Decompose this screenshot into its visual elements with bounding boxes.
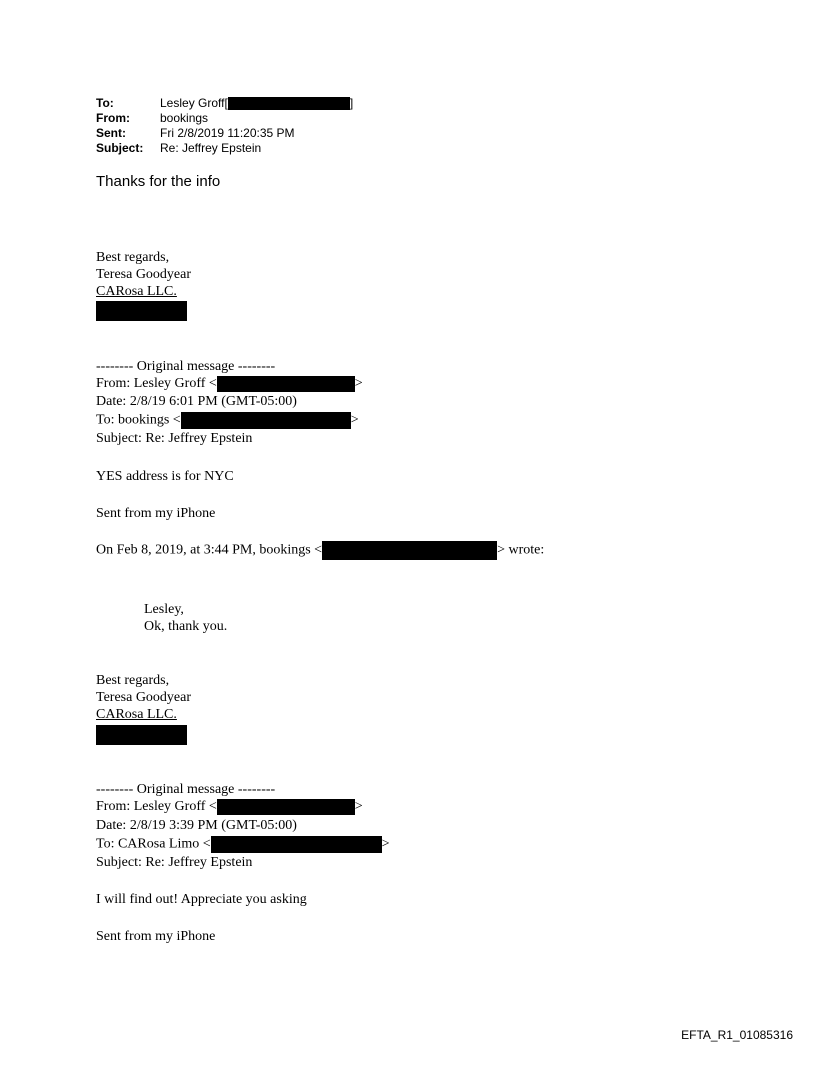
orig2-to-close: > [381, 836, 390, 852]
orig1-from-close: > [354, 376, 363, 392]
orig1-to-text: To: bookings < [96, 412, 181, 428]
signature2-line3: CARosa LLC. [96, 707, 177, 722]
orig2-subject: Subject: Re: Jeffrey Epstein [96, 855, 253, 870]
orig1-on-line-pre: On Feb 8, 2019, at 3:44 PM, bookings < [96, 542, 323, 558]
orig1-on-line [96, 541, 544, 560]
signature2-line2: Teresa Goodyear [96, 690, 192, 705]
redaction-bar [181, 412, 351, 429]
orig1-sent-from: Sent from my iPhone [96, 506, 216, 521]
quoted-line2: Ok, thank you. [144, 619, 228, 634]
header-sent-row [96, 126, 295, 140]
header-to-label: To: [96, 96, 114, 110]
document-id: EFTA_R1_01085316 [681, 1028, 793, 1042]
header-subject-row [96, 141, 261, 155]
orig1-on-line-post: > wrote: [497, 542, 545, 558]
redaction-bar [217, 799, 355, 815]
header-from-row [96, 111, 208, 125]
header-sent-value: Fri 2/8/2019 11:20:35 PM [160, 126, 295, 140]
orig1-date: Date: 2/8/19 6:01 PM (GMT-05:00) [96, 394, 297, 409]
header-to-row [96, 96, 353, 110]
redaction-bar [228, 97, 350, 110]
orig2-to-text: To: CARosa Limo < [96, 836, 211, 852]
redaction-bar [211, 836, 382, 853]
header-from-value: bookings [160, 111, 209, 125]
redaction-bar [96, 725, 187, 745]
signature1-line1: Best regards, [96, 250, 170, 265]
header-from-label: From: [96, 111, 130, 125]
orig2-date: Date: 2/8/19 3:39 PM (GMT-05:00) [96, 818, 297, 833]
header-to-value: Lesley Groff[ [160, 96, 228, 110]
orig1-to-close: > [350, 412, 359, 428]
orig2-sent-from: Sent from my iPhone [96, 929, 216, 944]
orig2-from-text: From: Lesley Groff < [96, 799, 217, 815]
signature1-line3: CARosa LLC. [96, 284, 177, 299]
quoted-line1: Lesley, [144, 602, 184, 617]
orig1-subject: Subject: Re: Jeffrey Epstein [96, 431, 253, 446]
orig2-from [96, 799, 363, 815]
orig2-to [96, 836, 390, 853]
redaction-bar [96, 301, 187, 321]
header-sent-label: Sent: [96, 126, 126, 140]
header-subject-value: Re: Jeffrey Epstein [160, 141, 262, 155]
redaction-bar [217, 376, 355, 392]
reply-body: Thanks for the info [96, 173, 221, 190]
orig1-to [96, 412, 359, 429]
header-subject-label: Subject: [96, 141, 144, 155]
orig1-from-text: From: Lesley Groff < [96, 376, 217, 392]
redaction-bar [322, 541, 497, 560]
orig2-body: I will find out! Appreciate you asking [96, 892, 307, 907]
orig2-from-close: > [354, 799, 363, 815]
signature2-line1: Best regards, [96, 673, 170, 688]
orig1-body: YES address is for NYC [96, 469, 234, 484]
header-to-close: ] [349, 96, 354, 110]
signature1-line2: Teresa Goodyear [96, 267, 192, 282]
orig1-separator: -------- Original message -------- [96, 359, 276, 374]
orig1-from [96, 376, 363, 392]
orig2-separator: -------- Original message -------- [96, 782, 276, 797]
